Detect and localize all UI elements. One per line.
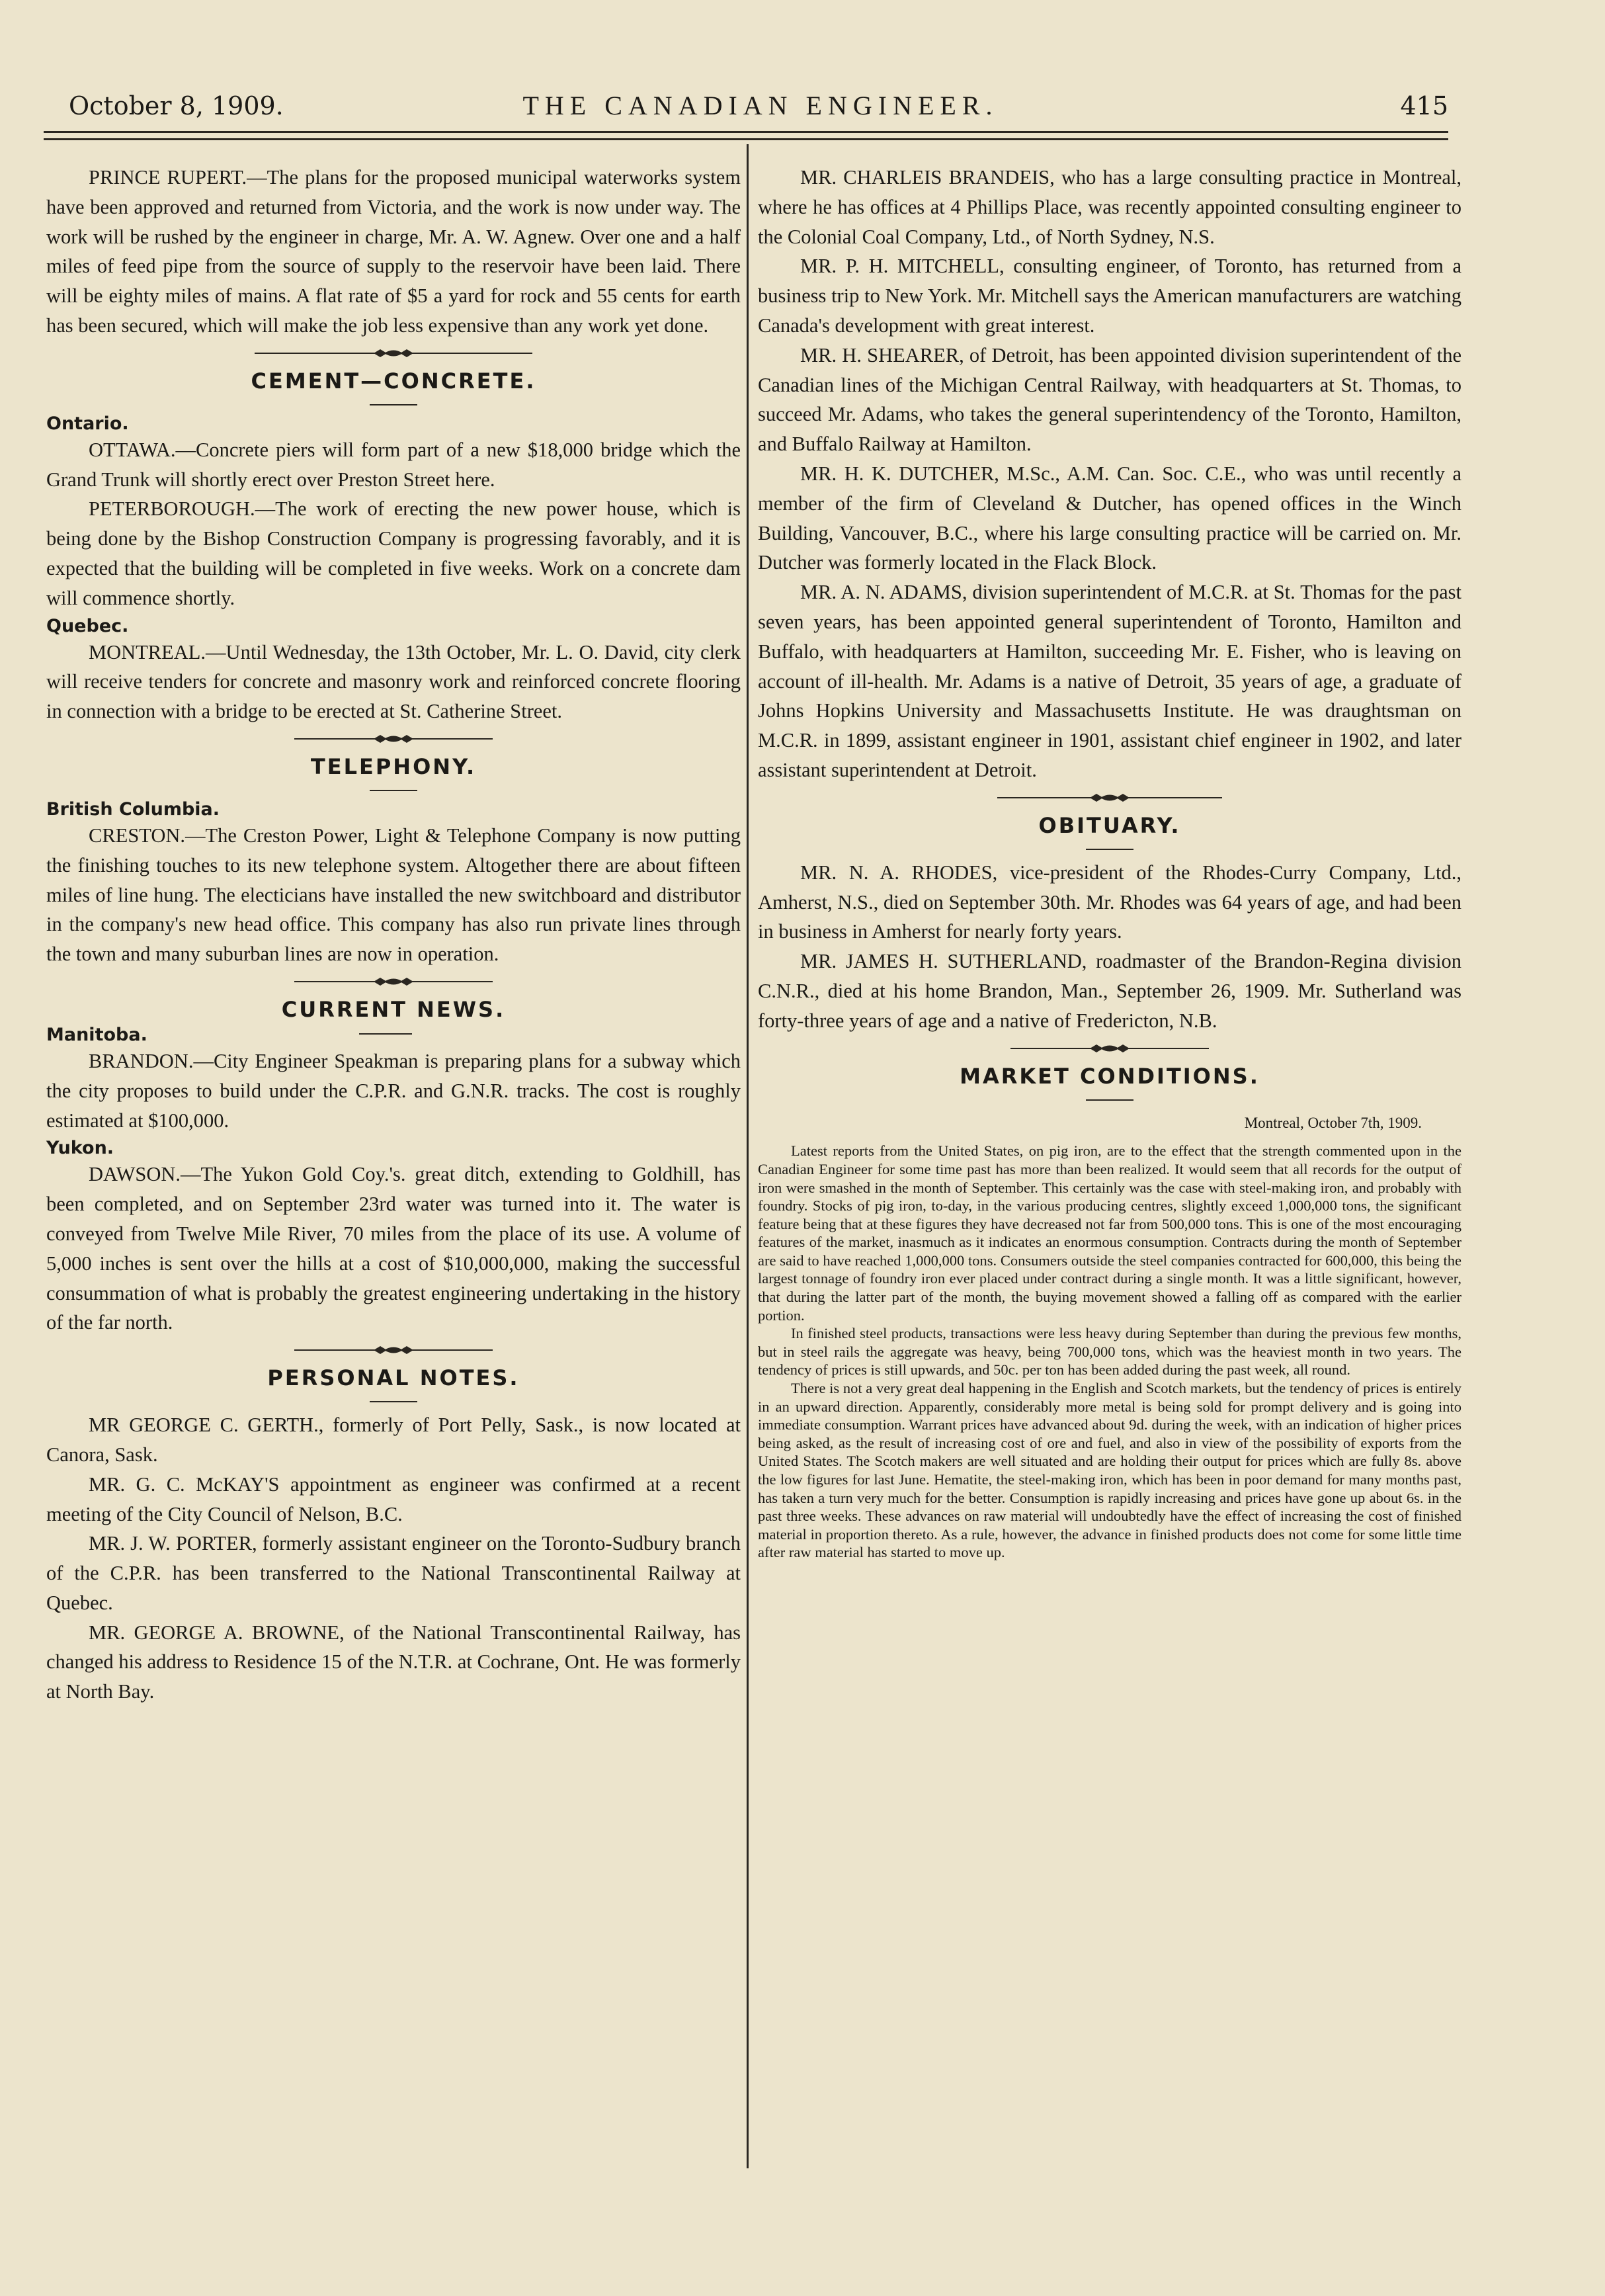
heading-cement-concrete: CEMENT—CONCRETE. bbox=[251, 368, 536, 394]
note-browne: MR. GEORGE A. BROWNE, of the National Transcontinental Railway, has changed his address to Residence 15 of the N.T.R. at Cochrane, Ont. He was formerly at North Bay. bbox=[46, 1621, 741, 1703]
heading-rule bbox=[370, 404, 417, 405]
article-peterborough: PETERBOROUGH.—The work of erecting the new power house, which is being done by the Bishop Construction Company is progressing favorably, and it is expected that the building will be completed in five weeks. Work on a concrete dam will commence shortly. bbox=[46, 497, 741, 609]
note-mckay: MR. G. C. McKAY'S appointment as engineer was confirmed at a recent meeting of the City Council of Nelson, B.C. bbox=[46, 1472, 741, 1525]
heading-rule bbox=[370, 1401, 417, 1402]
heading-rule bbox=[359, 1033, 412, 1035]
note-mitchell: MR. P. H. MITCHELL, consulting engineer, of Toronto, has returned from a business trip to New York. Mr. Mitchell says the American manufacturers are watching Canada's development with great interest. bbox=[758, 255, 1461, 337]
right-column bbox=[758, 163, 1461, 1562]
note-brandeis: MR. CHARLEIS BRANDEIS, who has a large consulting practice in Montreal, where he has offices at 4 Phillips Place, was recently appointed consulting engineer to the Colonial Coal Company, Ltd., of North Sydney, N.S. bbox=[758, 166, 1461, 248]
note-dutcher: MR. H. K. DUTCHER, M.Sc., A.M. Can. Soc. C.E., who was until recently a member of the firm of Cleveland & Dutcher, has opened offices in the Winch Building, Vancouver, B.C., where his large consulting practice will be carried on. Mr. Dutcher was formerly located in the Flack Block. bbox=[758, 462, 1461, 574]
heading-obituary: OBITUARY. bbox=[1038, 812, 1181, 838]
heading-current-news: CURRENT NEWS. bbox=[281, 996, 506, 1022]
ornament-divider bbox=[294, 976, 493, 988]
left-column bbox=[46, 163, 741, 1707]
obituary-sutherland: MR. JAMES H. SUTHERLAND, roadmaster of the Brandon-Regina division C.N.R., died at his home Brandon, Man., September 26, 1909. Mr. Sutherland was forty-three years of age and a native of Fredericton, N.B. bbox=[758, 950, 1461, 1032]
heading-rule bbox=[1086, 1099, 1133, 1101]
ornament-divider bbox=[255, 347, 532, 359]
issue-date: October 8, 1909. bbox=[69, 91, 284, 120]
region-ontario: Ontario. bbox=[46, 413, 129, 434]
article-ottawa: OTTAWA.—Concrete piers will form part of a new $18,000 bridge which the Grand Trunk will shortly erect over Preston Street here. bbox=[46, 438, 741, 491]
heading-rule bbox=[370, 790, 417, 791]
article-dawson: DAWSON.—The Yukon Gold Coy.'s. great ditch, extending to Goldhill, has been completed, and on September 23rd water was turned into it. The water is conveyed from Twelve Mile River, 70 miles from the place of its use. A volume of 5,000 inches is sent over the hills at a cost of $10,000,000, making the successful consummation of what is probably the greatest engineering undertaking in the history of the far north. bbox=[46, 1163, 741, 1334]
heading-market-conditions: MARKET CONDITIONS. bbox=[960, 1063, 1260, 1089]
article-prince-rupert: PRINCE RUPERT.—The plans for the proposed municipal waterworks system have been approved and returned from Victoria, and the work is now under way. The work will be rushed by the engineer in charge, Mr. A. W. Agnew. Over one and a half miles of feed pipe from the source of supply to the reservoir have been laid. There will be eighty miles of mains. A flat rate of $5 a yard for rock and 55 cents for earth has been secured, which will make the job less expensive than any work yet done. bbox=[46, 166, 741, 337]
page-header bbox=[66, 79, 1455, 126]
market-paragraph-3: There is not a very great deal happening in the English and Scotch markets, but the tendency of prices is entirely in an upward direction. Apparently, considerably more metal is being sold for prompt delivery and is going into immediate consumption. Warrant prices have advanced about 9d. during the week, with an indication of higher prices being asked, as the result of increasing cost of ore and fuel, and also in view of the possibility of exports from the United States. The Scotch makers are well situated and are holding their output for prices which are fully 8s. above the low figures for last June. Hematite, the steel-making iron, which has been in poor demand for many months past, has taken a turn very much for the better. Consumption is rapidly increasing and prices have gone up about 6s. in the past three weeks. These advances on raw material will undoubtedly have the effect of increasing the cost of finished material in proportion thereto. As a rule, however, the advance in finished products does not come for some little time after raw material has started to move up. bbox=[758, 1380, 1461, 1561]
article-montreal: MONTREAL.—Until Wednesday, the 13th October, Mr. L. O. David, city clerk will receive tenders for concrete and masonry work and reinforced concrete flooring in connection with a bridge to be erected at St. Catherine Street. bbox=[46, 640, 741, 723]
ornament-divider bbox=[294, 1344, 493, 1356]
page-number: 415 bbox=[1400, 91, 1448, 120]
market-paragraph-1: Latest reports from the United States, on pig iron, are to the effect that the strength commented upon in the Canadian Engineer for some time past has more than been realized. It would seem that all records for the output of iron were smashed in the month of September. This certainly was the case with steel-making iron, and probably with foundry. Stocks of pig iron, to-day, in the various producing centres, slightly exceed 1,000,000 tons, the significant feature being that at these figures they have decreased not far from 500,000 tons. This is one of the most encouraging features of the market, inasmuch as it indicates an enormous consumption. Contracts during the month of September are said to have reached 1,000,000 tons. Consumers outside the steel companies contracted for 600,000, this being the largest tonnage of foundry iron ever placed under contract during a single month. It was a little significant, however, that during the latter part of the month, the buying movement showed a falling off as compared with the earlier portion. bbox=[758, 1142, 1461, 1324]
region-british-columbia: British Columbia. bbox=[46, 798, 220, 820]
market-paragraph-2: In finished steel products, transactions were less heavy during September than during the previous few months, but in steel rails the aggregate was heavy, being 700,000 tons, which was the heaviest month in two years. The tendency of prices is still upwards, and 50c. per ton has been added during the past week, all round. bbox=[758, 1325, 1461, 1379]
ornament-divider bbox=[294, 733, 493, 745]
header-rule bbox=[44, 131, 1448, 140]
ornament-divider bbox=[997, 792, 1222, 804]
article-brandon: BRANDON.—City Engineer Speakman is preparing plans for a subway which the city proposes to build under the C.P.R. and G.N.R. tracks. The cost is roughly estimated at $100,000. bbox=[46, 1049, 741, 1132]
market-dateline: Montreal, October 7th, 1909. bbox=[1244, 1114, 1422, 1131]
heading-personal-notes: PERSONAL NOTES. bbox=[267, 1365, 520, 1391]
article-creston: CRESTON.—The Creston Power, Light & Telephone Company is now putting the finishing touches to its new telephone system. Altogether there are about fifteen miles of line hung. The electicians have installed the new switchboard and distributor in the company's new head office. This company has also run private lines through the town and many suburban lines are now in operation. bbox=[46, 824, 741, 966]
note-shearer: MR. H. SHEARER, of Detroit, has been appointed division superintendent of the Canadian lines of the Michigan Central Railway, with headquarters at St. Thomas, to succeed Mr. Adams, who takes the general superintendency of the Toronto, Hamilton, and Buffalo Railway at Hamilton. bbox=[758, 343, 1461, 456]
column-divider bbox=[747, 144, 749, 2168]
note-gerth: MR GEORGE C. GERTH., formerly of Port Pelly, Sask., is now located at Canora, Sask. bbox=[46, 1414, 741, 1466]
heading-rule bbox=[1086, 849, 1133, 850]
region-manitoba: Manitoba. bbox=[46, 1024, 147, 1045]
journal-title: THE CANADIAN ENGINEER. bbox=[522, 91, 999, 120]
ornament-divider bbox=[1010, 1042, 1209, 1054]
region-quebec: Quebec. bbox=[46, 615, 129, 636]
heading-telephony: TELEPHONY. bbox=[310, 753, 477, 779]
obituary-rhodes: MR. N. A. RHODES, vice-president of the Rhodes-Curry Company, Ltd., Amherst, N.S., died on September 30th. Mr. Rhodes was 64 years of age, and had been in business in Amherst for nearly forty years. bbox=[758, 861, 1461, 943]
region-yukon: Yukon. bbox=[46, 1138, 114, 1159]
note-porter: MR. J. W. PORTER, formerly assistant engineer on the Toronto-Sudbury branch of the C.P.R. has been transferred to the National Transcontinental Railway at Quebec. bbox=[46, 1532, 741, 1614]
note-adams: MR. A. N. ADAMS, division superintendent of M.C.R. at St. Thomas for the past seven years, has been appointed general superintendent of Toronto, Hamilton and Buffalo, with headquarters at Hamilton, succeeding Mr. E. Fisher, who is leaving on account of ill-health. Mr. Adams is a native of Detroit, 35 years of age, a graduate of Johns Hopkins University and Massachusetts Institute. He was draughtsman on M.C.R. in 1899, assistant engineer in 1901, assistant chief engineer in 1902, and later assistant superintendent at Detroit. bbox=[758, 581, 1461, 781]
